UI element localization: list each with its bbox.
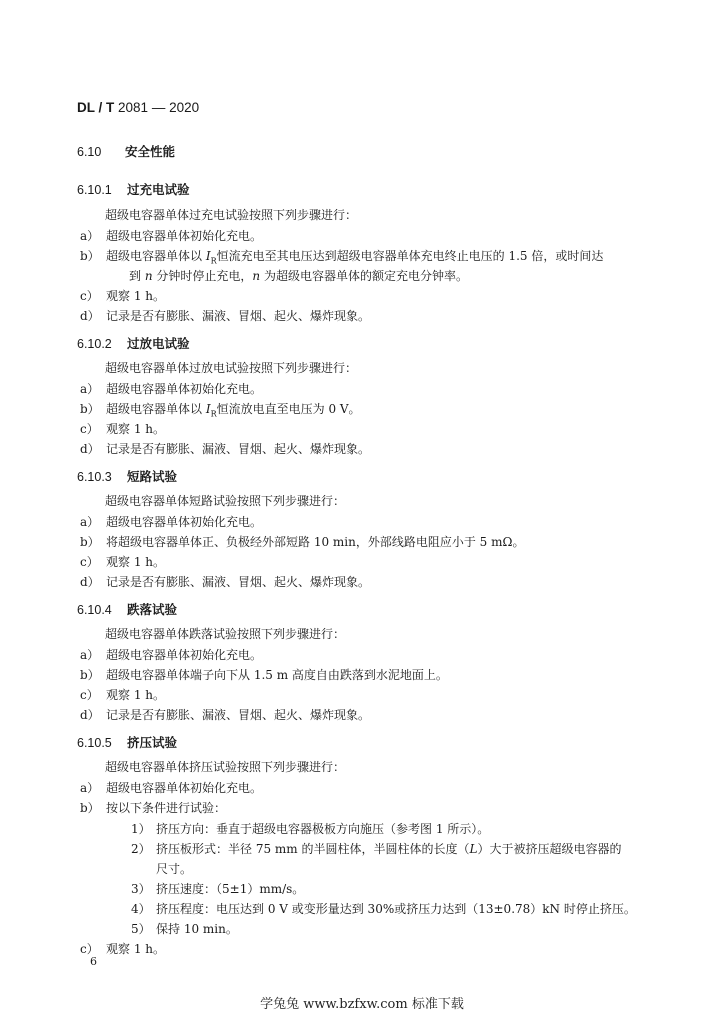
sub-list-item-continuation: 尺寸。: [156, 862, 193, 876]
footer-watermark: 学兔兔 www.bzfxw.com 标准下载: [260, 997, 464, 1012]
list-item: d） 记录是否有膨胀、漏液、冒烟、起火、爆炸现象。: [80, 575, 371, 589]
list-item: a） 超级电容器单体初始化充电。: [80, 229, 263, 243]
section-heading-6-10-3: 6.10.3 短路试验: [77, 469, 178, 484]
section-heading-6-10-2: 6.10.2 过放电试验: [77, 336, 190, 351]
list-item: b） 将超级电容器单体正、负极经外部短路 10 min，外部线路电阻应小于 5 mΩ。: [80, 535, 525, 549]
section-heading-6-10-5: 6.10.5 挤压试验: [77, 735, 178, 750]
standard-code: DL / T 2081 — 2020: [77, 100, 200, 115]
list-item: d） 记录是否有膨胀、漏液、冒烟、起火、爆炸现象。: [80, 309, 371, 323]
list-item: c） 观察 1 h。: [80, 942, 165, 956]
page-number: 6: [90, 955, 97, 968]
paragraph: 超级电容器单体过放电试验按照下列步骤进行：: [105, 361, 358, 375]
list-item: b） 超级电容器单体以 $I_R$恒流放电直至电压为 0 V。: [80, 402, 361, 419]
list-item: a） 超级电容器单体初始化充电。: [80, 515, 263, 529]
list-item: c） 观察 1 h。: [80, 289, 165, 303]
sub-list-item: 5） 保持 10 min。: [131, 922, 238, 936]
list-item: c） 观察 1 h。: [80, 422, 165, 436]
sub-list-item: 3） 挤压速度：（5±1）mm/s。: [131, 882, 305, 896]
sub-list-item: 1） 挤压方向：垂直于超级电容器极板方向施压（参考图 1 所示）。: [131, 822, 490, 836]
list-item: c） 观察 1 h。: [80, 688, 165, 702]
list-item: a） 超级电容器单体初始化充电。: [80, 781, 263, 795]
paragraph: 超级电容器单体短路试验按照下列步骤进行：: [105, 494, 346, 508]
list-item: c） 观察 1 h。: [80, 555, 165, 569]
paragraph: 超级电容器单体过充电试验按照下列步骤进行：: [105, 208, 358, 222]
sub-list-item: 2） 挤压板形式：半径 75 mm 的半圆柱体，半圆柱体的长度（L）大于被挤压超级电容器的: [131, 842, 622, 856]
sub-list-item: 4） 挤压程度：电压达到 0 V 或变形量达到 30%或挤压力达到（13±0.78）kN 时停止挤压。: [131, 902, 636, 916]
list-item-continuation: 到 n 分钟时停止充电，n 为超级电容器单体的额定充电分钟率。: [129, 269, 468, 283]
list-item: b） 超级电容器单体端子向下从 1.5 m 高度自由跌落到水泥地面上。: [80, 668, 448, 682]
list-item: d） 记录是否有膨胀、漏液、冒烟、起火、爆炸现象。: [80, 442, 371, 456]
paragraph: 超级电容器单体跌落试验按照下列步骤进行：: [105, 627, 346, 641]
list-item: b） 超级电容器单体以 $I_R$恒流充电至其电压达到超级电容器单体充电终止电压的 1.5 倍，或时间达: [80, 249, 604, 266]
list-item: d） 记录是否有膨胀、漏液、冒烟、起火、爆炸现象。: [80, 708, 371, 722]
paragraph: 超级电容器单体挤压试验按照下列步骤进行：: [105, 760, 346, 774]
list-item: a） 超级电容器单体初始化充电。: [80, 382, 263, 396]
list-item: b） 按以下条件进行试验：: [80, 801, 227, 815]
section-heading-6-10-1: 6.10.1 过充电试验: [77, 182, 190, 197]
section-heading-6-10-4: 6.10.4 跌落试验: [77, 602, 178, 617]
section-heading-6-10: 6.10 安全性能: [77, 144, 176, 159]
list-item: a） 超级电容器单体初始化充电。: [80, 648, 263, 662]
